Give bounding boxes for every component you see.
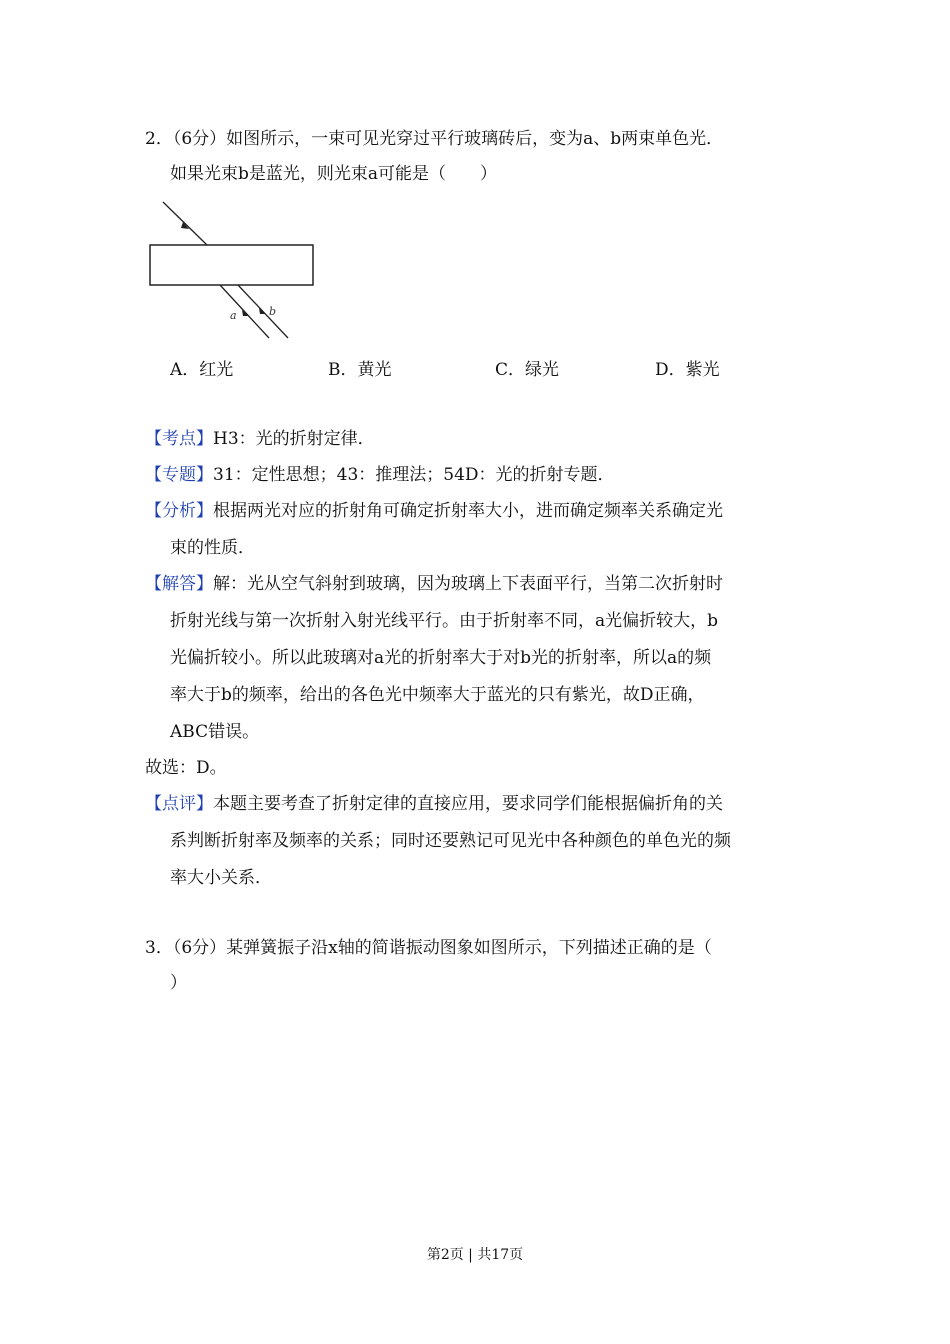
jieda-text-5: ABC错误。 [170,722,260,742]
option-c: C．绿光 [495,360,560,380]
option-b: B．黄光 [328,360,392,380]
jieda-text-3: 光偏折较小。所以此玻璃对a光的折射率大于对b光的折射率，所以a的频 [170,648,712,668]
zhuanti-text: 31：定性思想；43：推理法；54D：光的折射专题． [213,465,615,485]
fenxi-tag: 【分析】 [145,501,213,521]
kaodian-row [145,428,375,450]
page-footer: 第2页 | 共17页 [426,1247,524,1263]
option-d: D．紫光 [655,360,720,380]
label-a: a [230,309,237,322]
zhuanti-row [145,464,615,486]
jieda-text-2: 折射光线与第一次折射入射光线平行。由于折射率不同，a光偏折较大，b [170,611,719,631]
kaodian-tag: 【考点】 [145,429,213,449]
glass-slab-figure [145,198,325,348]
dianping-text-1: 本题主要考查了折射定律的直接应用，要求同学们能根据偏折角的关 [213,794,723,814]
glass-slab-diagram [145,198,325,348]
fenxi-text-1: 根据两光对应的折射角可确定折射率大小，进而确定频率关系确定光 [213,501,723,521]
answer-choice: 故选：D。 [145,758,227,778]
jieda-row [145,573,723,595]
question-2-stem-line-2: 如果光束b是蓝光，则光束a可能是（ ） [170,164,498,184]
dianping-tag: 【点评】 [145,794,213,814]
question-3-stem-line-1: 3．（6分）某弹簧振子沿x轴的简谐振动图象如图所示，下列描述正确的是（ [145,938,712,958]
dianping-text-3: 率大小关系． [170,868,272,888]
dianping-text-2: 系判断折射率及频率的关系；同时还要熟记可见光中各种颜色的单色光的频 [170,831,731,851]
jieda-tag: 【解答】 [145,574,213,594]
question-3-stem-line-2: ） [170,973,187,993]
beam-a-arrow [242,310,249,316]
fenxi-text-2: 束的性质． [170,538,255,558]
jieda-text-4: 率大于b的频率，给出的各色光中频率大于蓝光的只有紫光，故D正确， [170,685,705,705]
zhuanti-tag: 【专题】 [145,465,213,485]
option-a: A．红光 [170,360,234,380]
question-2-stem-line-1: 2．（6分）如图所示，一束可见光穿过平行玻璃砖后，变为a、b两束单色光． [145,129,724,149]
dianping-row [145,793,723,815]
jieda-text-1: 解：光从空气斜射到玻璃，因为玻璃上下表面平行，当第二次折射时 [213,574,723,594]
fenxi-row [145,500,723,522]
kaodian-text: H3：光的折射定律． [213,429,375,449]
label-b: b [269,305,277,318]
glass-slab [150,245,313,285]
incident-beam [163,202,207,245]
